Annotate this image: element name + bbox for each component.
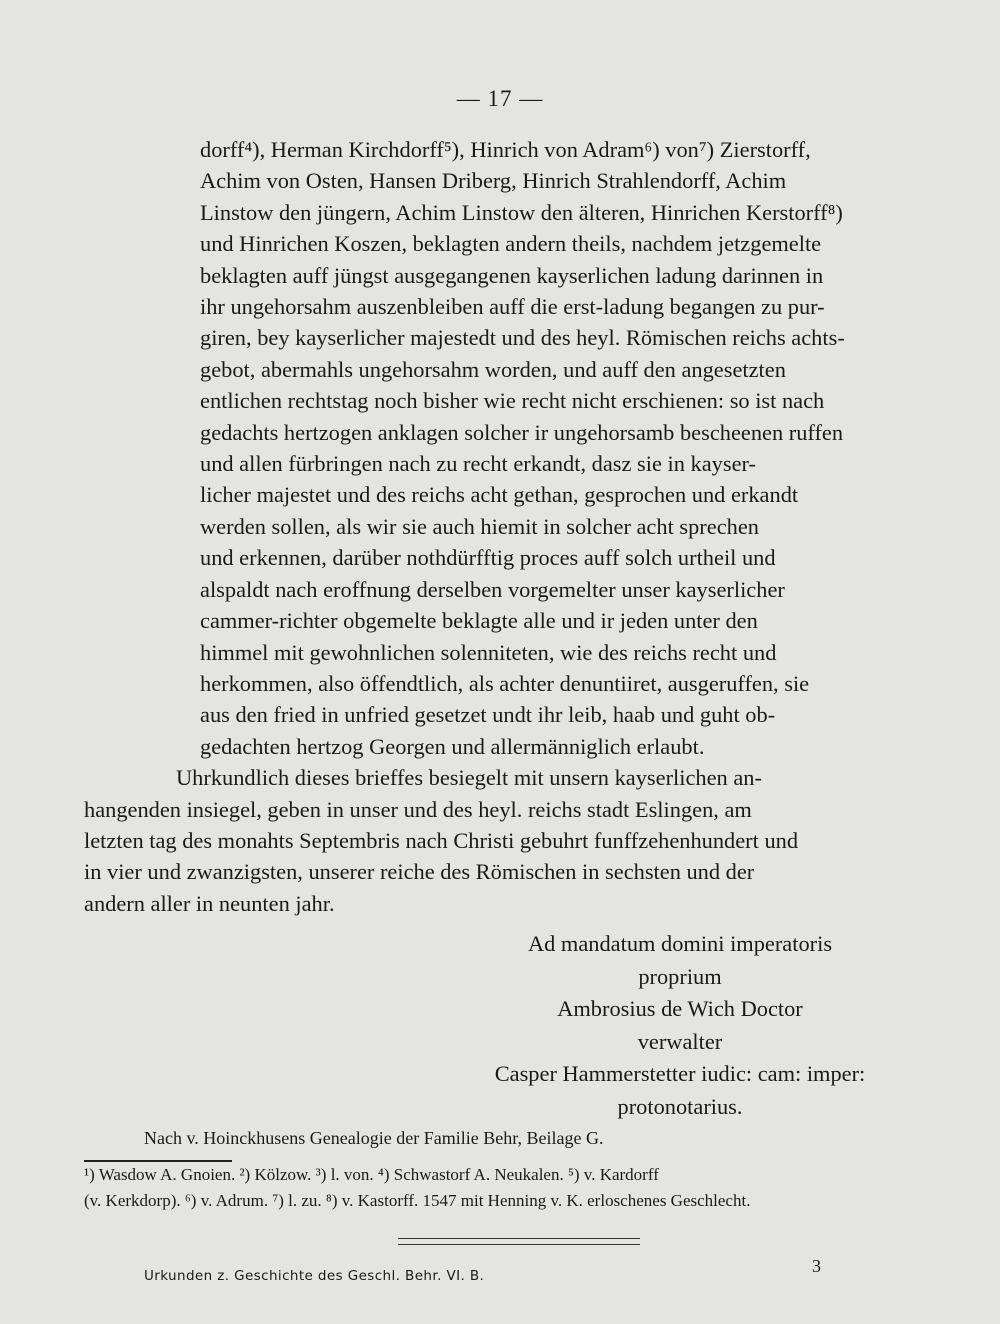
text-line: gedachts hertzogen anklagen solcher ir ungehorsamb bescheenen ruffen [200, 419, 844, 445]
text-line: licher majestet und des reichs acht gethan, gesprochen und erkandt [200, 482, 799, 508]
text-line: Uhrkundlich dieses brieffes besiegelt mit unsern kayserlichen an- [176, 765, 762, 791]
signature-line: Ambrosius de Wich Doctor [557, 996, 803, 1022]
text-line: herkommen, also öffendtlich, als achter denuntiiret, ausgeruffen, sie [200, 670, 810, 696]
text-line: und Hinrichen Koszen, beklagten andern theils, nachdem jetzgemelte [200, 231, 822, 257]
imprint-line: Urkunden z. Geschichte des Geschl. Behr. VI. B. [144, 1268, 485, 1284]
text-line: giren, bey kayserlicher majestedt und des heyl. Römischen reichs achts- [200, 325, 845, 351]
main-text [84, 134, 940, 919]
source-note: Nach v. Hoinckhusens Genealogie der Familie Behr, Beilage G. [144, 1128, 604, 1148]
text-line: und erkennen, darüber nothdürfftig proces auff solch urtheil und [200, 545, 776, 571]
text-line: letzten tag des monahts Septembris nach Christi gebuhrt funffzehenhundert und [84, 827, 799, 853]
paragraph-2 [84, 762, 940, 919]
double-rule [398, 1238, 640, 1245]
text-line: entlichen rechtstag noch bisher wie recht nicht erschienen: so ist nach [200, 388, 825, 414]
text-line: und allen fürbringen nach zu recht erkandt, dasz sie in kayser- [200, 451, 756, 477]
text-line: hangenden insiegel, geben in unser und des heyl. reichs stadt Eslingen, am [84, 796, 752, 822]
footnotes [84, 1162, 946, 1214]
signature-mark: 3 [812, 1256, 821, 1276]
signature-line: Casper Hammerstetter iudic: cam: imper: [494, 1061, 866, 1087]
text-line: ihr ungehorsahm auszenbleiben auff die erst-ladung begangen zu pur- [200, 294, 825, 320]
footnote-line: (v. Kerkdorp). ⁶) v. Adrum. ⁷) l. zu. ⁸) v. Kastorff. 1547 mit Henning v. K. erloschenes Geschlecht. [84, 1191, 751, 1210]
text-line: Linstow den jüngern, Achim Linstow den älteren, Hinrichen Kerstorff⁸) [200, 199, 843, 225]
footnote-line: ¹) Wasdow A. Gnoien. ²) Kölzow. ³) l. von. ⁴) Schwastorf A. Neukalen. ⁵) v. Kardorff [84, 1165, 659, 1184]
text-line: gebot, abermahls ungehorsahm worden, und auff den angesetzten [200, 356, 786, 382]
signature-line: Ad mandatum domini imperatoris [527, 931, 833, 956]
signature-line: protonotarius. [617, 1093, 743, 1119]
signature-line: verwalter [637, 1028, 723, 1054]
text-line: werden sollen, als wir sie auch hiemit in solcher acht sprechen [200, 513, 759, 539]
paragraph-1 [84, 134, 940, 762]
text-line: dorff⁴), Herman Kirchdorff⁵), Hinrich von Adram⁶) von⁷) Zierstorff, [200, 137, 811, 162]
page-number: — 17 — [456, 86, 544, 111]
text-line: in vier und zwanzigsten, unserer reiche des Römischen in sechsten und der [84, 859, 755, 885]
text-line: Achim von Osten, Hansen Driberg, Hinrich Strahlendorff, Achim [200, 168, 787, 194]
text-line: aus den fried in unfried gesetzet undt ihr leib, haab und guht ob- [200, 702, 776, 728]
text-line-last: andern aller in neunten jahr. [84, 890, 335, 916]
text-line: beklagten auff jüngst ausgegangenen kayserlichen ladung darinnen in [200, 262, 824, 288]
text-line: alspaldt nach eroffnung derselben vorgemelter unser kayserlicher [200, 576, 785, 602]
signature-line: proprium [638, 963, 722, 989]
text-line: cammer-richter obgemelte beklagte alle und ir jeden unter den [200, 608, 758, 634]
text-line: himmel mit gewohnlichen solenniteten, wie des reichs recht und [200, 639, 777, 665]
signature-block [440, 928, 920, 1124]
text-line-last: gedachten hertzog Georgen und allermänniglich erlaubt. [200, 733, 705, 759]
